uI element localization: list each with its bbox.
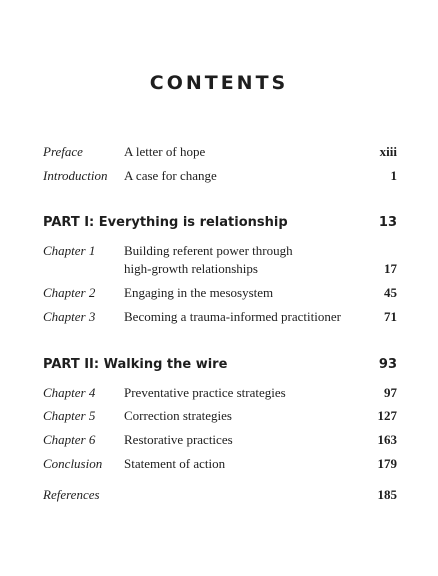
entry-page: 45 bbox=[384, 285, 397, 300]
entry-title: Preventative practice strategies bbox=[124, 385, 286, 400]
entry-title-line-2: high-growth relationships bbox=[124, 261, 258, 276]
entry-title: Statement of action bbox=[124, 456, 226, 471]
entry-page: 97 bbox=[384, 385, 397, 400]
entry-page: 127 bbox=[377, 408, 397, 423]
contents-title: CONTENTS bbox=[149, 72, 289, 94]
entry-title: Correction strategies bbox=[124, 408, 232, 423]
entry-page: 163 bbox=[377, 432, 397, 447]
entry-label: Chapter 4 bbox=[43, 385, 96, 400]
toc-entry-chapter-1 bbox=[43, 242, 397, 278]
entry-page: 179 bbox=[377, 456, 397, 471]
entry-title: Restorative practices bbox=[124, 432, 233, 447]
part-title: PART II: Walking the wire bbox=[43, 357, 228, 372]
entry-title: A case for change bbox=[124, 168, 217, 183]
entry-label: Chapter 6 bbox=[43, 432, 96, 447]
entry-label: References bbox=[43, 487, 100, 502]
entry-label: Preface bbox=[43, 144, 83, 159]
part-title: PART I: Everything is relationship bbox=[43, 215, 288, 230]
entry-page: 1 bbox=[390, 168, 397, 183]
entry-page: 17 bbox=[384, 261, 397, 276]
entry-label: Chapter 3 bbox=[43, 309, 96, 324]
entry-label: Chapter 5 bbox=[43, 408, 96, 423]
part-page: 93 bbox=[378, 357, 397, 372]
entry-title: Engaging in the mesosystem bbox=[124, 285, 274, 300]
entry-title-line-1: Building referent power through bbox=[124, 243, 293, 258]
part-page: 13 bbox=[378, 215, 397, 230]
entry-label: Introduction bbox=[43, 168, 108, 183]
entry-label: Chapter 2 bbox=[43, 285, 96, 300]
entry-page: 71 bbox=[384, 309, 397, 324]
entry-title: Becoming a trauma-informed practitioner bbox=[124, 309, 341, 324]
entry-title: A letter of hope bbox=[124, 144, 206, 159]
entry-page: xiii bbox=[379, 144, 397, 159]
entry-label: Chapter 1 bbox=[43, 243, 96, 258]
entry-label: Conclusion bbox=[43, 456, 103, 471]
entry-page: 185 bbox=[377, 487, 397, 502]
